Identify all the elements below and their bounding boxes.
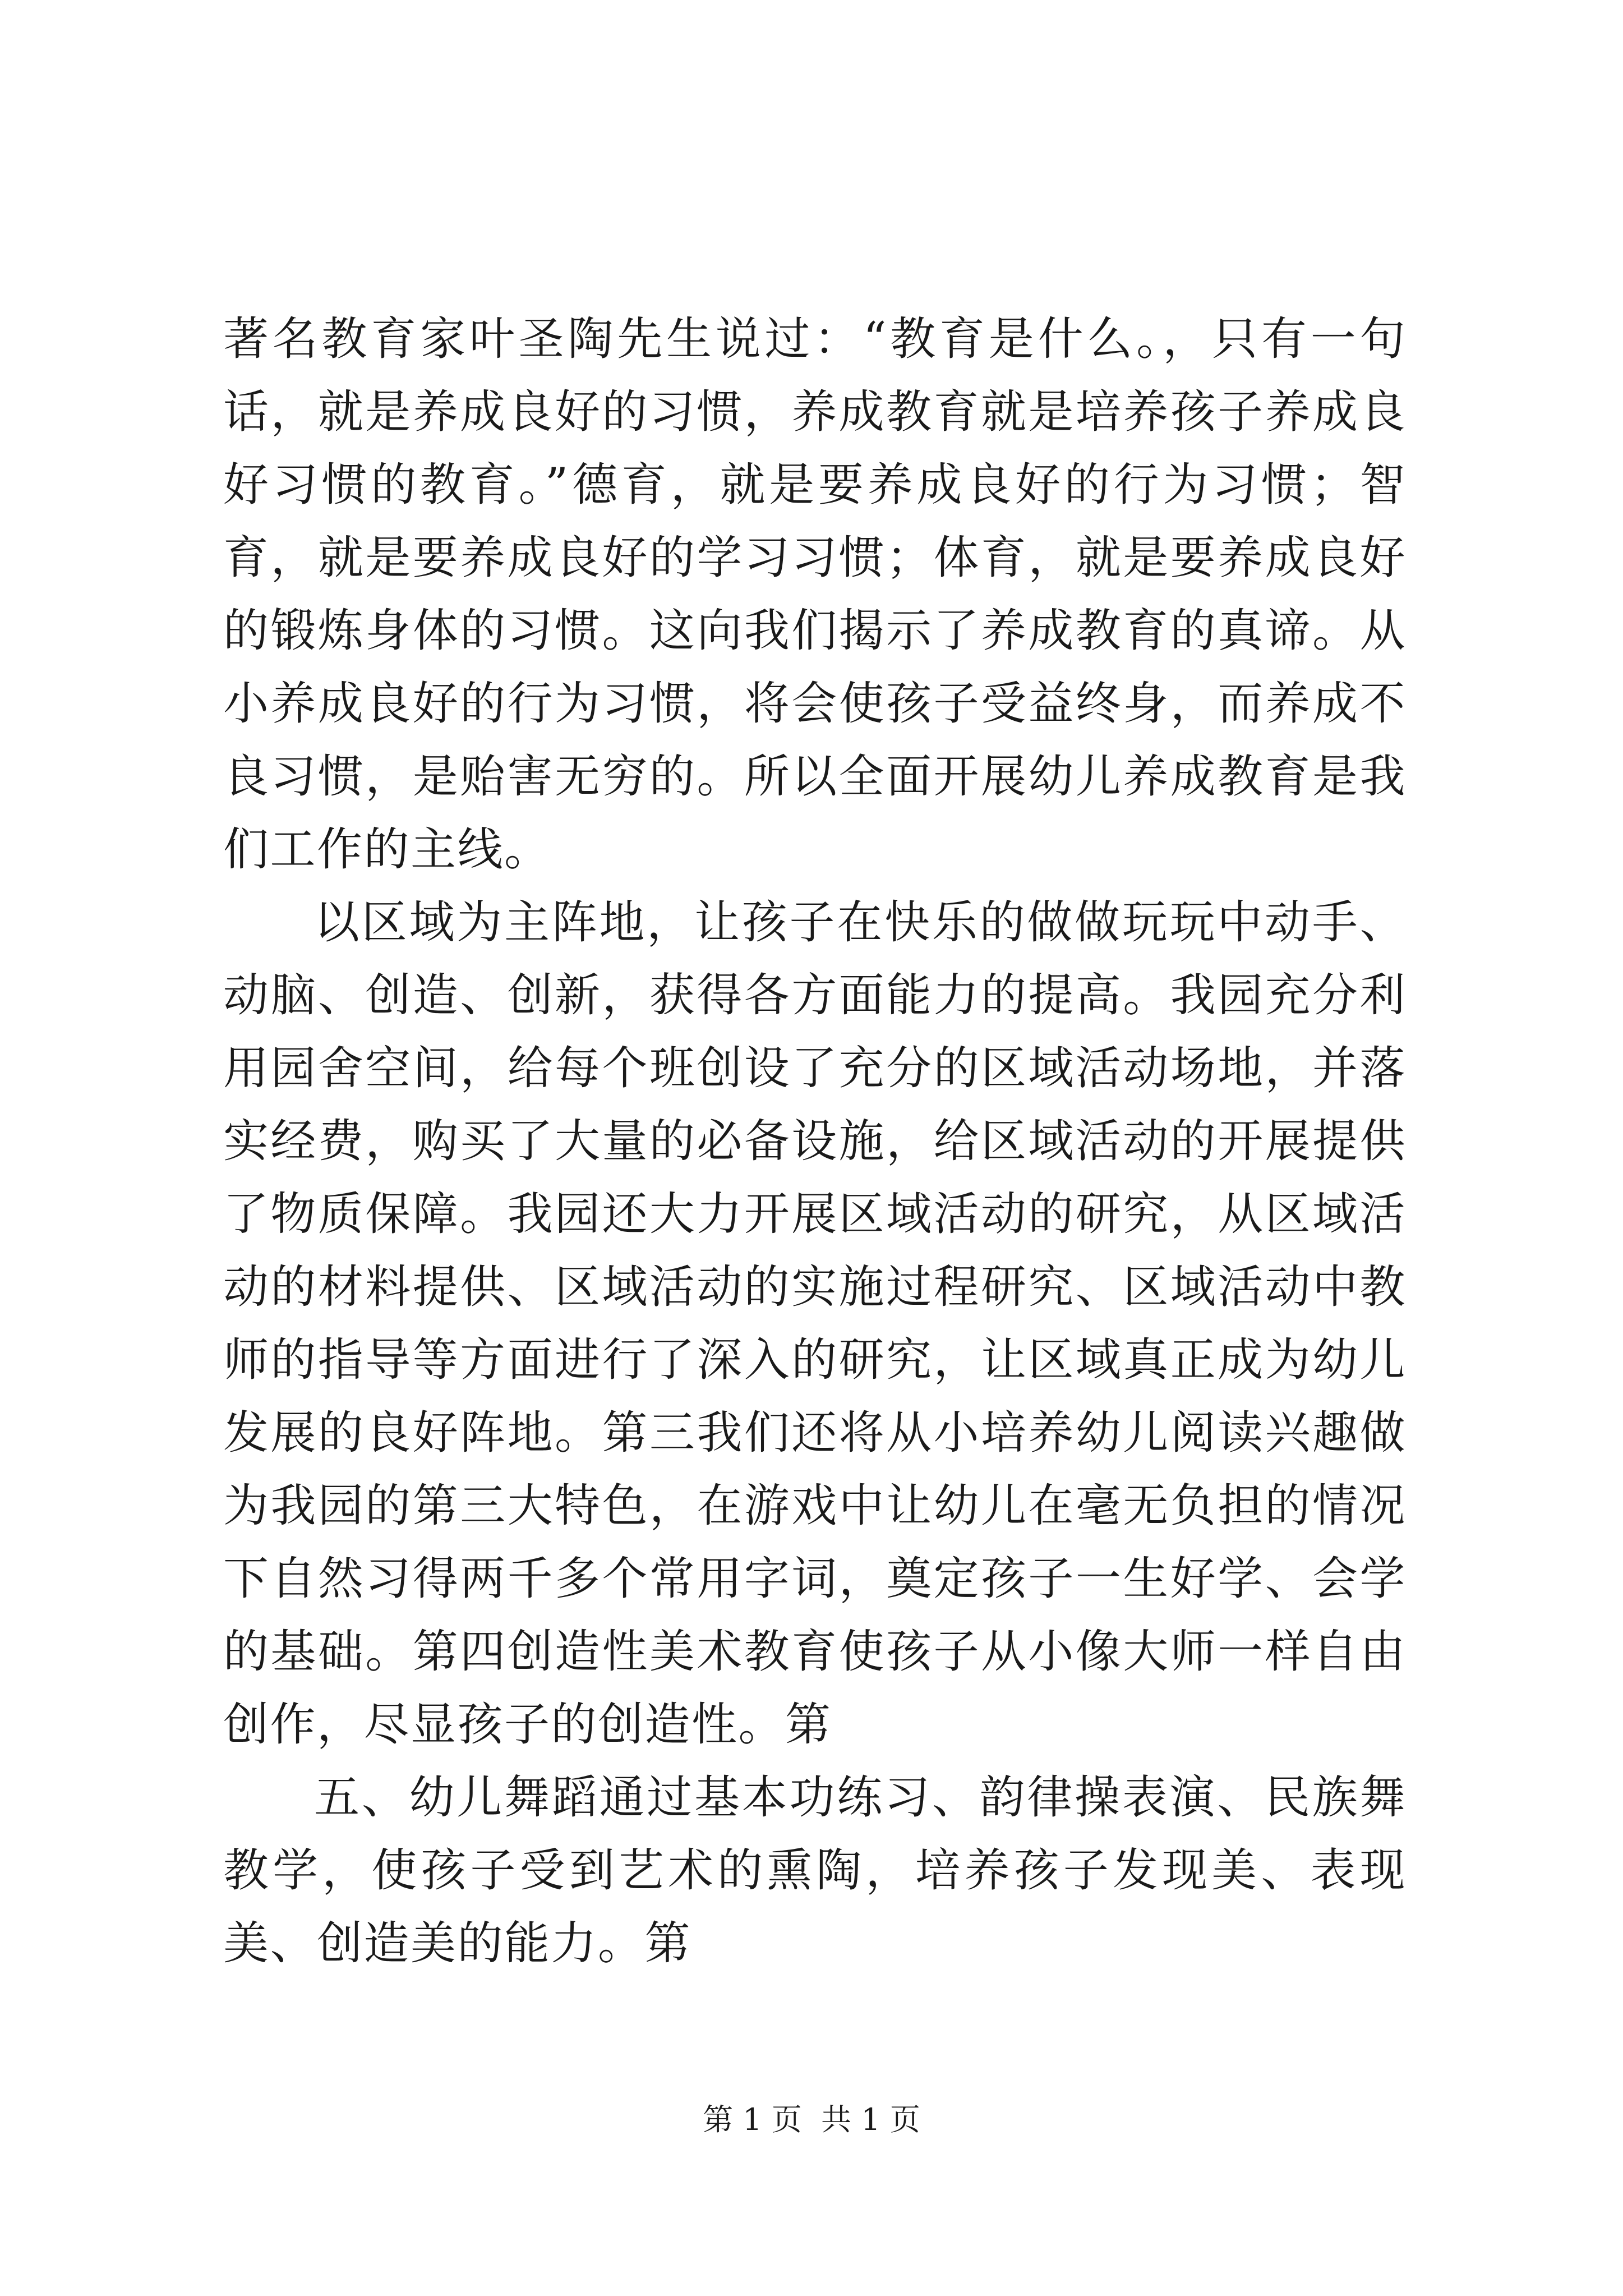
page-number-label: 第 1 页 共 1 页 <box>703 2102 920 2137</box>
document-body <box>223 303 1407 1980</box>
paragraph-dance-education: 五、幼儿舞蹈通过基本功练习、韵律操表演、民族舞教学，使孩子受到艺术的熏陶，培养孩子发现美、表现美、创造美的能力。第 <box>223 1772 1407 1970</box>
paragraph-area-activities: 以区域为主阵地，让孩子在快乐的做做玩玩中动手、动脑、创造、创新，获得各方面能力的提高。我园充分利用园舍空间，给每个班创设了充分的区域活动场地，并落实经费，购买了大量的必备设施，给区域活动的开展提供了物质保障。我园还大力开展区域活动的研究，从区域活动的材料提供、区域活动的实施过程研究、区域活动中教师的指导等方面进行了深入的研究，让区域真正成为幼儿发展的良好阵地。第三我们还将从小培养幼儿阅读兴趣做为我园的第三大特色，在游戏中让幼儿在毫无负担的情况下自然习得两千多个常用字词，奠定孩子一生好学、会学的基础。第四创造性美术教育使孩子从小像大师一样自由创作，尽显孩子的创造性。第 <box>223 896 1407 1751</box>
paragraph-habit-education: 著名教育家叶圣陶先生说过：“教育是什么。，只有一句话，就是养成良好的习惯，养成教育就是培养孩子养成良好习惯的教育。”德育，就是要养成良好的行为习惯；智育，就是要养成良好的学习习惯；体育，就是要养成良好的锻炼身体的习惯。这向我们揭示了养成教育的真谛。从小养成良好的行为习惯，将会使孩子受益终身，而养成不良习惯，是贻害无穷的。所以全面开展幼儿养成教育是我们工作的主线。 <box>223 313 1407 876</box>
page-footer <box>0 2100 1623 2139</box>
